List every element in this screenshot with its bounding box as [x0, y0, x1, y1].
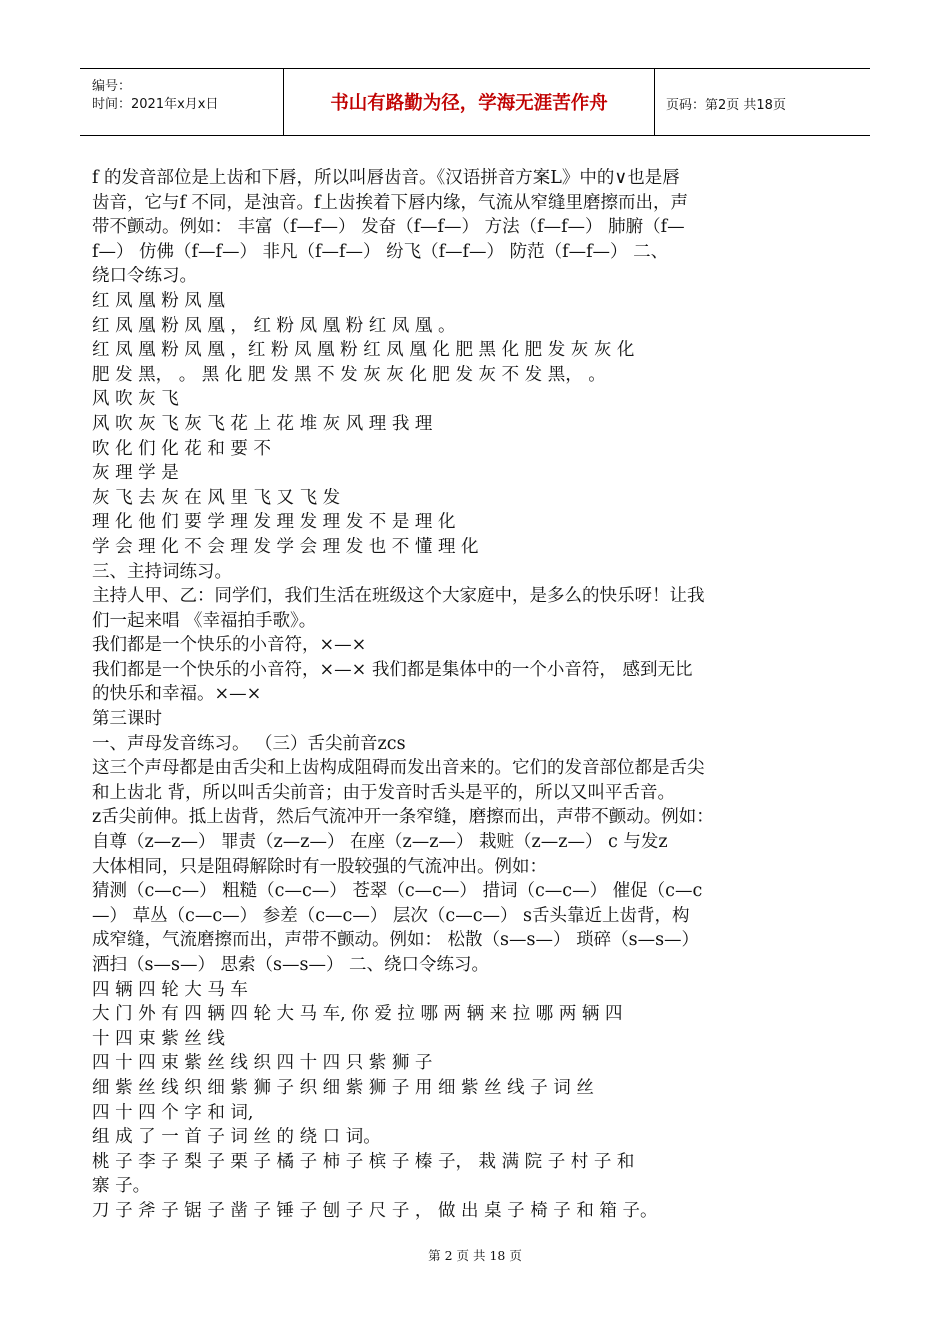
text-line: 们一起来唱 《幸福拍手歌》。 — [92, 610, 317, 631]
header-meta — [80, 69, 284, 135]
text-line: 红 凤 凰 粉 凤 凰 ， 红 粉 凤 凰 粉 红 凤 凰 。 — [92, 315, 456, 336]
text-line: 大体相同，只是阻碍解除时有一股较强的气流冲出。例如： — [92, 856, 547, 877]
document-body — [92, 166, 872, 1224]
text-line: 一、声母发音练习。 （三）舌尖前音zcs — [92, 733, 406, 754]
text-line: 十 四 束 紫 丝 线 — [92, 1028, 225, 1049]
text-line: 带不颤动。例如： 丰富（f—f—） 发奋（f—f—） 方法（f—f—） 肺腑（f— — [92, 217, 685, 238]
text-line: 灰 飞 去 灰 在 风 里 飞 又 飞 发 — [92, 487, 341, 508]
text-line: 红 凤 凰 粉 凤 凰 ，红 粉 凤 凰 粉 红 凤 凰 化 肥 黑 化 肥 发 灰 灰 化 — [92, 340, 635, 361]
text-line: 风 吹 灰 飞 — [92, 389, 179, 410]
text-line: 大 门 外 有 四 辆 四 轮 大 马 车, 你 爱 拉 哪 两 辆 来 拉 哪 两 辆 四 — [92, 1004, 623, 1025]
text-line: 绕口令练习。 — [92, 266, 197, 287]
text-line: 和上齿北 背，所以叫舌尖前音；由于发音时舌头是平的，所以又叫平舌音。 — [92, 782, 676, 803]
text-line: 灰 理 学 是 — [92, 463, 179, 484]
text-line: f—） 仿佛（f—f—） 非凡（f—f—） 纷飞（f—f—） 防范（f—f—） 二、 — [92, 241, 669, 262]
text-line: 学 会 理 化 不 会 理 发 学 会 理 发 也 不 懂 理 化 — [92, 536, 479, 557]
header-motto: 书山有路勤为径，学海无涯苦作舟 — [284, 69, 655, 135]
text-line: 桃 子 李 子 梨 子 栗 子 橘 子 柿 子 槟 子 榛 子， 栽 满 院 子 村 子 和 — [92, 1151, 635, 1172]
page-footer: 第 2 页 共 18 页 — [428, 1248, 522, 1263]
text-line: 刀 子 斧 子 锯 子 凿 子 锤 子 刨 子 尺 子 ， 做 出 桌 子 椅 子 和 箱 子。 — [92, 1200, 658, 1221]
page-header — [80, 68, 870, 136]
text-line: 猜测（c—c—） 粗糙（c—c—） 苍翠（c—c—） 措词（c—c—） 催促（c—c — [92, 881, 703, 902]
text-line: 自尊（z—z—） 罪责（z—z—） 在座（z—z—） 栽赃（z—z—） c 与发z — [92, 832, 668, 853]
text-line: 的快乐和幸福。×—× — [92, 684, 262, 705]
text-line: 红 凤 凰 粉 凤 凰 — [92, 290, 225, 311]
text-line: 细 紫 丝 线 织 细 紫 狮 子 织 细 紫 狮 子 用 细 紫 丝 线 子 词 丝 — [92, 1077, 594, 1098]
text-line: 四 十 四 个 字 和 词, — [92, 1102, 254, 1123]
doc-number-label: 编号： — [92, 79, 132, 94]
text-line: 风 吹 灰 飞 灰 飞 花 上 花 堆 灰 风 理 我 理 — [92, 413, 433, 434]
text-line: 这三个声母都是由舌尖和上齿构成阻碍而发出音来的。它们的发音部位都是舌尖 — [92, 758, 705, 779]
text-line: f 的发音部位是上齿和下唇，所以叫唇齿音。《汉语拼音方案L》中的∨也是唇 — [92, 168, 680, 188]
text-line: z舌尖前伸。抵上齿背，然后气流冲开一条窄缝，磨擦而出，声带不颤动。例如： — [92, 807, 714, 828]
text-line: 我们都是一个快乐的小音符，×—× 我们都是集体中的一个小音符， 感到无比 — [92, 659, 693, 680]
date-label: 时间：2021年x月x日 — [92, 97, 219, 112]
text-line: 肥 发 黑， 。 黑 化 肥 发 黑 不 发 灰 灰 化 肥 发 灰 不 发 黑， 。 — [92, 364, 606, 385]
text-line: —） 草丛（c—c—） 参差（c—c—） 层次（c—c—） s舌头靠近上齿背，构 — [92, 905, 690, 926]
text-line: 组 成 了 一 首 子 词 丝 的 绕 口 词。 — [92, 1127, 381, 1148]
text-line: 四 十 四 束 紫 丝 线 织 四 十 四 只 紫 狮 子 — [92, 1053, 433, 1074]
text-line: 齿音，它与f 不同，是浊音。f上齿挨着下唇内缘，气流从窄缝里磨擦而出，声 — [92, 192, 689, 213]
text-line: 洒扫（s—s—） 思索（s—s—） 二、绕口令练习。 — [92, 955, 490, 975]
text-line: 成窄缝，气流磨擦而出，声带不颤动。例如： 松散（s—s—） 琐碎（s—s—） — [92, 930, 700, 951]
text-line: 我们都是一个快乐的小音符，×—× — [92, 635, 367, 656]
text-line: 四 辆 四 轮 大 马 车 — [92, 979, 248, 1000]
text-line: 第三课时 — [92, 709, 162, 730]
text-line: 理 化 他 们 要 学 理 发 理 发 理 发 不 是 理 化 — [92, 512, 456, 533]
text-line: 寨 子。 — [92, 1176, 151, 1197]
text-line: 三、主持词练习。 — [92, 561, 232, 582]
text-line: 主持人甲、乙：同学们，我们生活在班级这个大家庭中，是多么的快乐呀！让我 — [92, 586, 705, 607]
header-page-info: 页码：第2页 共18页 — [666, 98, 786, 113]
text-line: 吹 化 们 化 花 和 要 不 — [92, 438, 271, 459]
